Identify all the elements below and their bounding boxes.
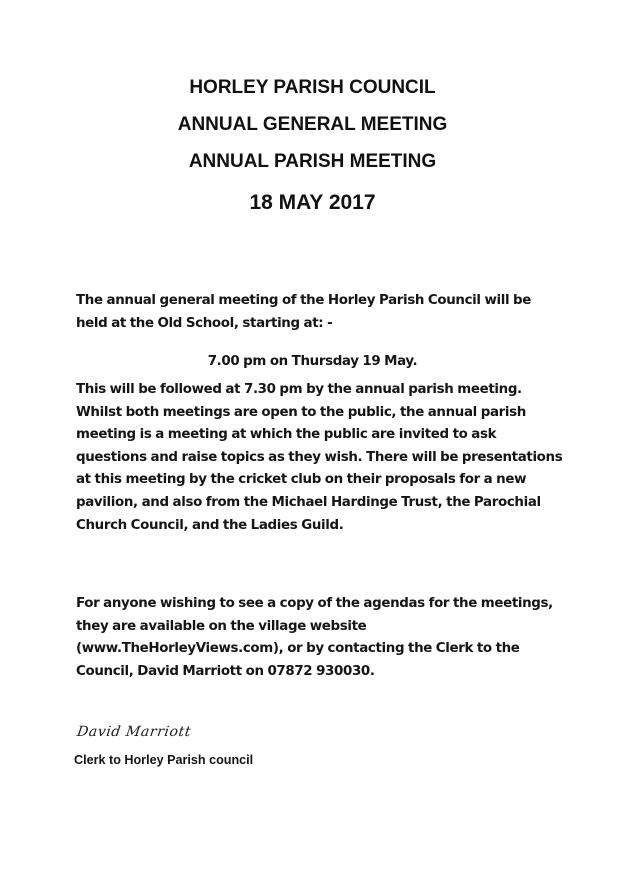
heading-date: 18 MAY 2017: [249, 191, 376, 214]
signatory-role: Clerk to Horley Parish council: [74, 753, 254, 767]
paragraph-meeting-announcement: [76, 290, 566, 335]
meeting-start-time: 7.00 pm on Thursday 19 May.: [207, 354, 418, 369]
text-line: questions and raise topics as they wish. There will be presentations: [76, 449, 563, 465]
heading-annual-parish-meeting: ANNUAL PARISH MEETING: [188, 151, 437, 172]
text-line: This will be followed at 7.30 pm by the annual parish meeting.: [76, 382, 522, 397]
text-line: The annual general meeting of the Horley Parish Council will be: [76, 293, 531, 308]
text-line: Whilst both meetings are open to the public, the annual parish: [76, 404, 526, 420]
text-line: held at the Old School, starting at: -: [76, 315, 333, 331]
text-line: at this meeting by the cricket club on their proposals for a new: [76, 472, 527, 488]
text-line: (www.TheHorleyViews.com), or by contacting the Clerk to the: [76, 641, 520, 657]
text-line: meeting is a meeting at which the public are invited to ask: [76, 427, 497, 443]
text-line: pavilion, and also from the Michael Hardinge Trust, the Parochial: [76, 494, 541, 510]
heading-annual-general-meeting: ANNUAL GENERAL MEETING: [177, 114, 448, 135]
text-line: Council, David Marriott on 07872 930030.: [76, 663, 375, 679]
text-line: Church Council, and the Ladies Guild.: [76, 517, 344, 533]
text-line: For anyone wishing to see a copy of the agendas for the meetings,: [76, 596, 553, 611]
heading-council-name: HORLEY PARISH COUNCIL: [189, 77, 436, 98]
paragraph-agenda-availability: [76, 593, 566, 683]
signature: David Marriott: [75, 724, 193, 740]
paragraph-parish-meeting-details: [76, 379, 566, 537]
text-line: they are available on the village website: [76, 618, 367, 634]
